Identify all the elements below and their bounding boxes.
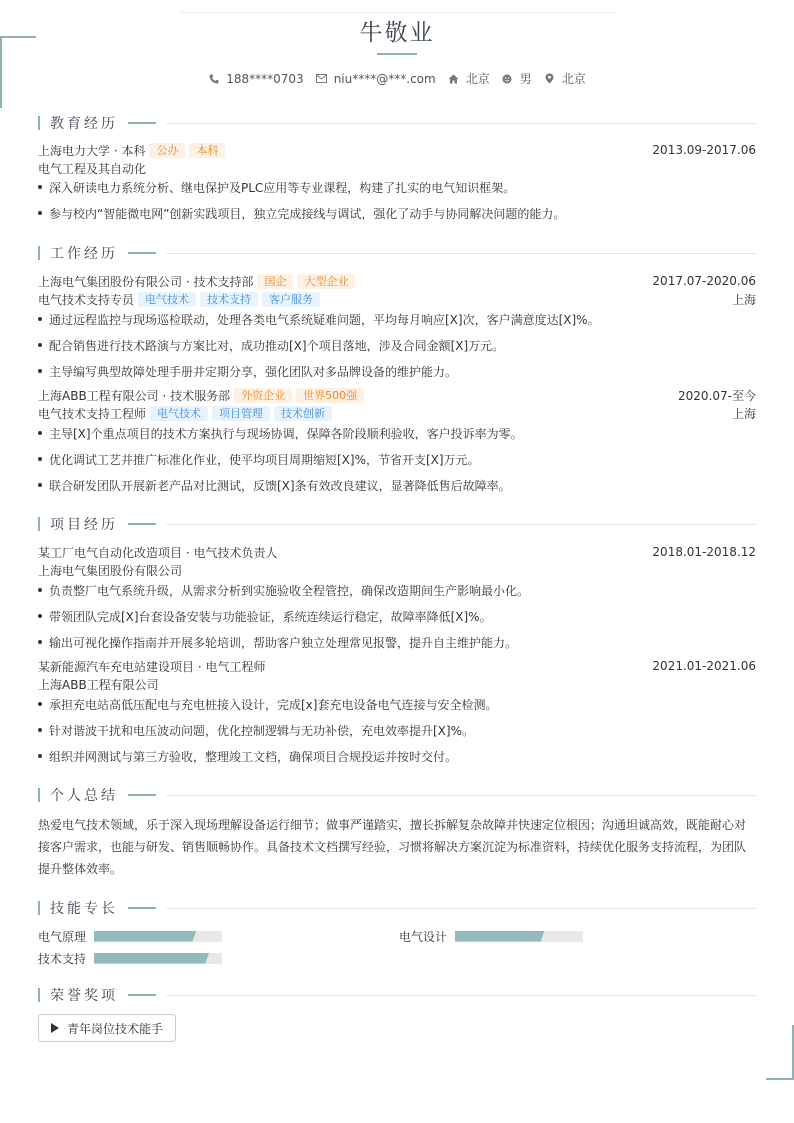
project-header xyxy=(38,657,756,675)
section-bar xyxy=(38,246,40,260)
role-tag: 技术支持 xyxy=(200,292,258,307)
list-item: 主导编写典型故障处理手册并定期分享，强化团队对多品牌设备的维护能力。 xyxy=(38,363,756,379)
company-tag: 大型企业 xyxy=(297,274,355,289)
list-item: 针对谐波干扰和电压波动问题，优化控制逻辑与无功补偿，充电效率提升[X]%。 xyxy=(38,722,756,738)
company-tag: 外资企业 xyxy=(234,388,292,403)
email-text: niu****@***.com xyxy=(333,71,436,86)
top-divider xyxy=(180,12,614,13)
contact-location xyxy=(544,70,586,87)
skill-item xyxy=(399,928,583,944)
company-name: 上海电气集团股份有限公司 · 技术支持部 xyxy=(38,274,254,289)
phone-text: 188****0703 xyxy=(226,71,304,86)
education-date: 2013.09-2017.06 xyxy=(652,143,756,157)
skill-bar-fill xyxy=(455,931,545,942)
project-org: 上海ABB工程有限公司 xyxy=(38,677,159,692)
corner-decoration-bottom-right xyxy=(766,1025,794,1080)
list-item: 输出可视化操作指南并开展多轮培训，帮助客户独立处理常见报警，提升自主维护能力。 xyxy=(38,634,756,650)
section-work xyxy=(38,243,756,263)
list-item: 负责整厂电气系统升级，从需求分析到实施验收全程管控，确保改造期间生产影响最小化。 xyxy=(38,582,756,598)
skill-item xyxy=(38,928,222,944)
skill-bar xyxy=(94,931,222,942)
phone-icon xyxy=(208,73,219,84)
section-awards xyxy=(38,985,756,1005)
section-rule xyxy=(166,995,756,996)
project-date: 2021.01-2021.06 xyxy=(652,659,756,673)
section-bar xyxy=(38,116,40,130)
gender-text: 男 xyxy=(519,72,532,86)
education-header xyxy=(38,141,756,159)
skill-bar xyxy=(94,953,222,964)
section-dash xyxy=(128,122,156,124)
section-bar xyxy=(38,988,40,1002)
section-rule xyxy=(166,795,756,796)
work-role-row xyxy=(38,404,756,422)
company-tag: 世界500强 xyxy=(296,388,364,403)
section-dash xyxy=(128,907,156,909)
list-item: 组织并网测试与第三方验收，整理竣工文档，确保项目合规投运并按时交付。 xyxy=(38,748,756,764)
list-item: 参与校内“智能微电网”创新实践项目，独立完成接线与调试，强化了动手与协同解决问题的能力。 xyxy=(38,205,756,221)
home-text: 北京 xyxy=(465,72,490,86)
section-dash xyxy=(128,994,156,996)
section-rule xyxy=(166,123,756,124)
skill-name: 电气设计 xyxy=(399,929,448,944)
role-tag: 技术创新 xyxy=(274,406,332,421)
education-major-row xyxy=(38,159,756,177)
list-item: 主导[X]个重点项目的技术方案执行与现场协调，保障各阶段顺利验收，客户投诉率为零。 xyxy=(38,425,756,441)
list-item: 带领团队完成[X]台套设备安装与功能验证，系统连续运行稳定，故障率降低[X]%。 xyxy=(38,608,756,624)
section-rule xyxy=(166,908,756,909)
project-title: 某新能源汽车充电站建设项目 · 电气工程师 xyxy=(38,659,266,674)
name-underline xyxy=(377,53,417,55)
location-text: 北京 xyxy=(561,72,586,86)
section-title: 教育经历 xyxy=(50,116,118,132)
section-rule xyxy=(166,253,756,254)
list-item: 通过远程监控与现场巡检联动，处理各类电气系统疑难问题，平均每月响应[X]次，客户满意度达[X]%。 xyxy=(38,311,756,327)
job-role: 电气技术支持工程师 xyxy=(38,406,147,421)
role-tag: 项目管理 xyxy=(212,406,270,421)
work-role-row xyxy=(38,290,756,308)
contact-phone xyxy=(208,72,303,86)
work-city: 上海 xyxy=(731,292,756,307)
list-item: 深入研读电力系统分析、继电保护及PLC应用等专业课程，构建了扎实的电气知识框架。 xyxy=(38,179,756,195)
work-date: 2020.07-至今 xyxy=(678,388,756,403)
project-title: 某工厂电气自动化改造项目 · 电气技术负责人 xyxy=(38,545,278,560)
play-icon xyxy=(51,1023,59,1033)
work-city: 上海 xyxy=(731,406,756,421)
skill-name: 电气原理 xyxy=(38,929,87,944)
section-title: 技能专长 xyxy=(50,901,118,917)
gender-icon xyxy=(502,73,513,84)
contact-gender xyxy=(502,70,532,87)
project-org: 上海电气集团股份有限公司 xyxy=(38,563,183,578)
section-rule xyxy=(166,524,756,525)
contact-email xyxy=(316,72,436,86)
project-date: 2018.01-2018.12 xyxy=(652,545,756,559)
skill-bar xyxy=(455,931,583,942)
section-dash xyxy=(128,523,156,525)
project-org-row xyxy=(38,675,756,693)
skill-name: 技术支持 xyxy=(38,951,87,966)
section-skills xyxy=(38,898,756,918)
skill-item xyxy=(38,950,222,966)
list-item: 优化调试工艺并推广标准化作业，使平均项目周期缩短[X]%，节省开支[X]万元。 xyxy=(38,451,756,467)
school-tag: 公办 xyxy=(149,143,185,158)
role-tag: 电气技术 xyxy=(138,292,196,307)
school-name: 上海电力大学 · 本科 xyxy=(38,143,146,158)
section-summary xyxy=(38,785,756,805)
award-badge xyxy=(38,1014,176,1042)
section-bar xyxy=(38,901,40,915)
work-date: 2017.07-2020.06 xyxy=(652,274,756,288)
major: 电气工程及其自动化 xyxy=(38,161,147,176)
home-icon xyxy=(448,73,459,84)
award-name: 青年岗位技术能手 xyxy=(67,1021,164,1036)
project-org-row xyxy=(38,561,756,579)
list-item: 联合研发团队开展新老产品对比测试，反馈[X]条有效改良建议，显著降低售后故障率。 xyxy=(38,477,756,493)
section-title: 项目经历 xyxy=(50,517,118,533)
work-header xyxy=(38,386,756,404)
contact-home xyxy=(448,70,490,87)
section-title: 工作经历 xyxy=(50,246,118,262)
job-role: 电气技术支持专员 xyxy=(38,292,135,307)
company-tag: 国企 xyxy=(257,274,293,289)
section-dash xyxy=(128,794,156,796)
work-header xyxy=(38,272,756,290)
role-tag: 客户服务 xyxy=(262,292,320,307)
section-education xyxy=(38,113,756,133)
project-header xyxy=(38,543,756,561)
section-dash xyxy=(128,252,156,254)
list-item: 配合销售进行技术路演与方案比对，成功推动[X]个项目落地，涉及合同金额[X]万元。 xyxy=(38,337,756,353)
company-name: 上海ABB工程有限公司 · 技术服务部 xyxy=(38,388,231,403)
list-item: 承担充电站高低压配电与充电桩接入设计，完成[x]套充电设备电气连接与安全检测。 xyxy=(38,696,756,712)
section-projects xyxy=(38,514,756,534)
contact-bar xyxy=(0,70,794,87)
role-tag: 电气技术 xyxy=(150,406,208,421)
section-bar xyxy=(38,517,40,531)
section-bar xyxy=(38,788,40,802)
location-icon xyxy=(544,73,555,84)
summary-text: 热爱电气技术领域，乐于深入现场理解设备运行细节；做事严谨踏实，擅长拆解复杂故障并快速定位根因；沟通坦诚高效，既能耐心对接客户需求，也能与研发、销售顺畅协作。具备技术文档撰写经验，习惯将解决方案沉淀为标准资料，持续优化服务支持流程，为团队提升整体效率。 xyxy=(38,818,747,876)
section-title: 荣誉奖项 xyxy=(50,988,118,1004)
skill-bar-fill xyxy=(94,953,209,964)
candidate-name: 牛敬业 xyxy=(359,20,435,46)
mail-icon xyxy=(316,73,327,84)
school-tag: 本科 xyxy=(189,143,225,158)
skill-bar-fill xyxy=(94,931,196,942)
section-title: 个人总结 xyxy=(50,788,118,804)
